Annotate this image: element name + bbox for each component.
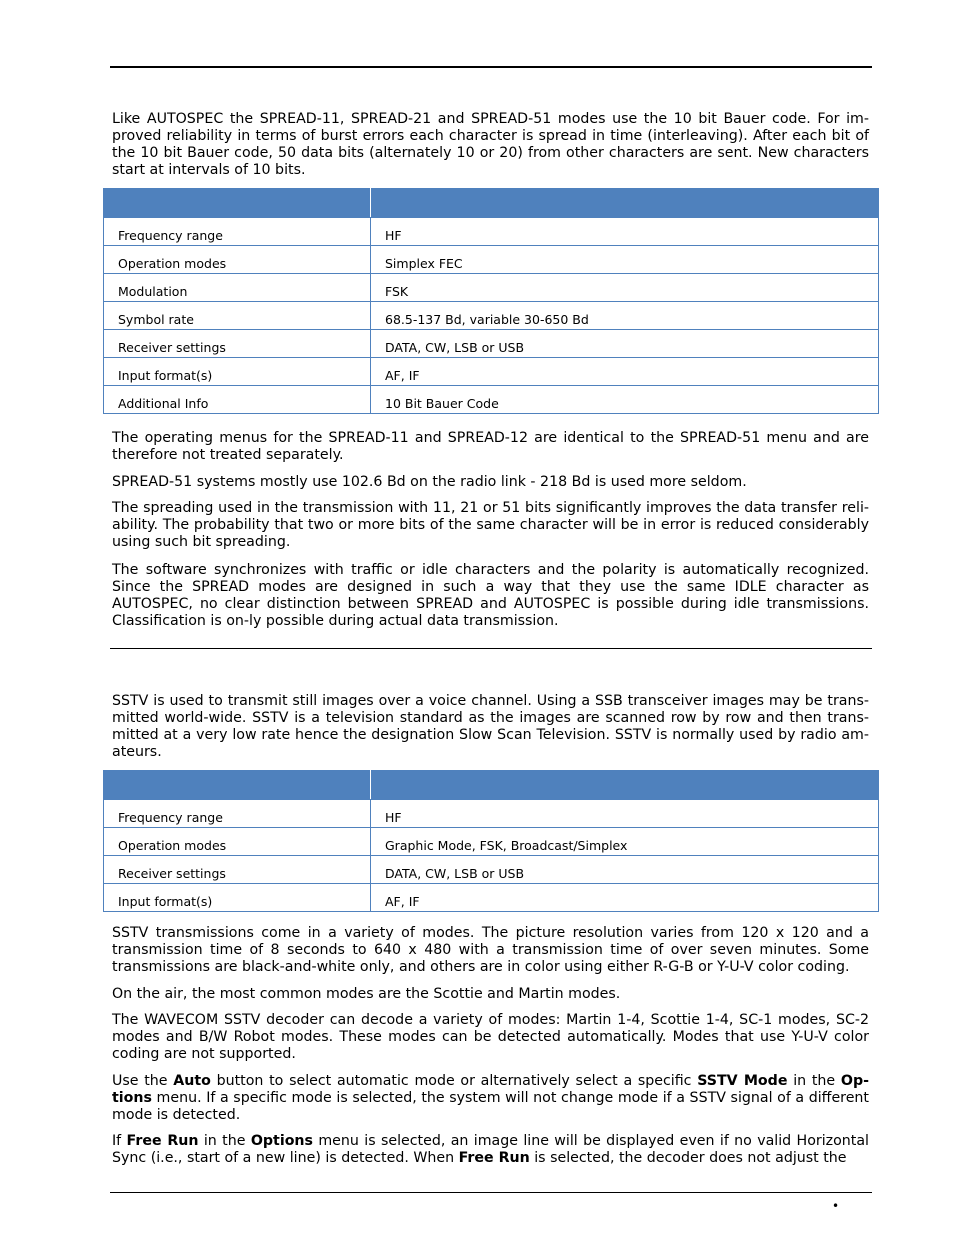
header-rule <box>110 66 872 68</box>
spread-paragraph-1: The operating menus for the SPREAD-11 and SPREAD-12 are identical to the SPREAD-51 menu and are therefore not treated separately. <box>112 430 869 463</box>
table-row: Symbol rate 68.5-137 Bd, variable 30-650 Bd <box>104 302 879 330</box>
spread-paragraph-3: The spreading used in the transmission with 11, 21 or 51 bits significantly improves the data transfer reli-ability. The probability that two or more bits of the same character will be in error is reduced considerably using such bit spreading. <box>112 500 869 550</box>
table-row: Operation modes Graphic Mode, FSK, Broadcast/Simplex <box>104 828 879 856</box>
table-header-row <box>104 771 879 800</box>
section-divider <box>110 648 872 649</box>
sstv-paragraph-4: Use the Auto button to select automatic mode or alternatively select a specific SSTV Mode in the Op-tions menu. If a specific mode is selected, the system will not change mode if a SSTV signal of a different mode is detected. <box>112 1073 869 1123</box>
table-row: Frequency range HF <box>104 218 879 246</box>
spread-spec-table <box>103 188 879 414</box>
table-row: Operation modes Simplex FEC <box>104 246 879 274</box>
footer-rule <box>110 1192 872 1193</box>
sstv-spec-table <box>103 770 879 912</box>
table-header-row <box>104 189 879 218</box>
sstv-paragraph-3: The WAVECOM SSTV decoder can decode a variety of modes: Martin 1-4, Scottie 1-4, SC-1 modes, SC-2 modes and B/W Robot modes. These modes can be detected automatically. Modes that use Y-U-V color coding are not supported. <box>112 1012 869 1062</box>
sstv-paragraph-1: SSTV transmissions come in a variety of modes. The picture resolution varies from 120 x 120 and a transmission time of 8 seconds to 640 x 480 with a transmission time of over seven minutes. Some transmissions are black-and-white only, and others are in color using either R-G-B or Y-U-V color coding. <box>112 925 869 975</box>
spread-paragraph-4: The software synchronizes with traffic or idle characters and the polarity is automatically recognized. Since the SPREAD modes are designed in such a way that they use the same IDLE character as AUTOSPEC, no clear distinction between SPREAD and AUTOSPEC is possible during idle transmissions. Classification is on-ly possible during actual data transmission. <box>112 562 869 629</box>
spread-intro-paragraph: Like AUTOSPEC the SPREAD-11, SPREAD-21 and SPREAD-51 modes use the 10 bit Bauer code. For im-proved reliability in terms of burst errors each character is spread in time (interleaving). After each bit of the 10 bit Bauer code, 50 data bits (alternately 10 or 20) from other characters are sent. New characters start at intervals of 10 bits. <box>112 111 869 178</box>
table-row: Receiver settings DATA, CW, LSB or USB <box>104 856 879 884</box>
table-row: Modulation FSK <box>104 274 879 302</box>
sstv-intro-paragraph: SSTV is used to transmit still images over a voice channel. Using a SSB transceiver images may be trans-mitted world-wide. SSTV is a television standard as the images are scanned row by row and then trans-mitted at a very low rate hence the designation Slow Scan Television. SSTV is normally used by radio am-ateurs. <box>112 693 869 760</box>
table-row: Input format(s) AF, IF <box>104 884 879 912</box>
table-row: Input format(s) AF, IF <box>104 358 879 386</box>
sstv-paragraph-5: If Free Run in the Options menu is selected, an image line will be displayed even if no valid Horizontal Sync (i.e., start of a new line) is detected. When Free Run is selected, the decoder does not adjust the <box>112 1133 869 1166</box>
spread-paragraph-2: SPREAD-51 systems mostly use 102.6 Bd on the radio link - 218 Bd is used more seldom. <box>112 474 747 490</box>
table-row: Frequency range HF <box>104 800 879 828</box>
sstv-paragraph-2: On the air, the most common modes are the Scottie and Martin modes. <box>112 986 621 1002</box>
table-row: Additional Info 10 Bit Bauer Code <box>104 386 879 414</box>
footer-bullet: • <box>832 1199 840 1213</box>
table-row: Receiver settings DATA, CW, LSB or USB <box>104 330 879 358</box>
